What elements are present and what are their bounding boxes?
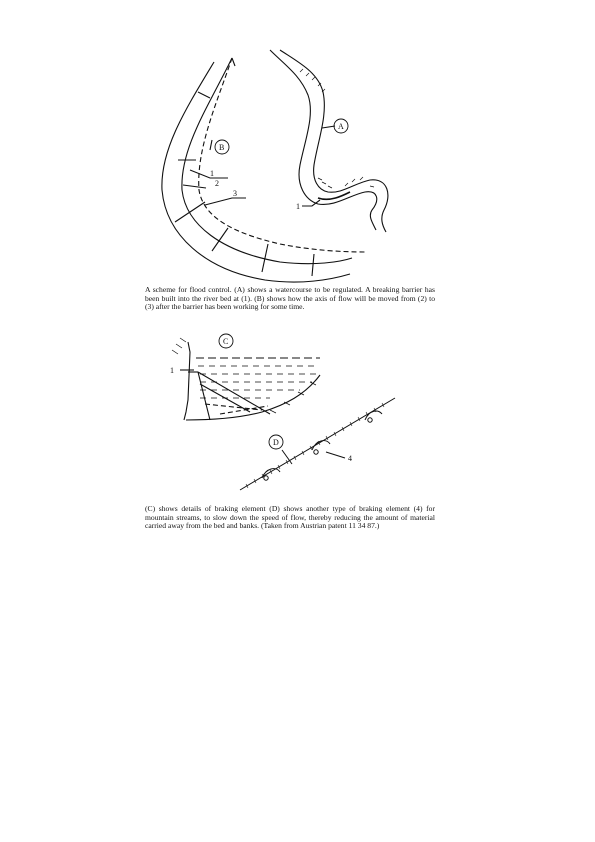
watercourse-diagram	[270, 50, 388, 232]
label-b: B	[219, 143, 225, 152]
caption-braking-element: (C) shows details of braking element (D) shows another type of braking element (4) for mountain streams, to slow down the speed of flow, thereby reducing the amount of material carried away from the bed and banks. (Taken from Austrian patent 11 34 87.)	[145, 504, 435, 531]
label-3: 3	[233, 189, 237, 198]
label-a: A	[338, 122, 344, 131]
label-1-right: 1	[296, 202, 300, 211]
label-c: C	[223, 337, 229, 346]
label-1: 1	[210, 169, 214, 178]
braking-element-diagram	[172, 338, 320, 420]
inner-bank	[182, 66, 352, 264]
label-1-fig2: 1	[170, 366, 174, 375]
flow-arrow	[228, 58, 235, 66]
label-d: D	[273, 438, 279, 447]
left-wall	[184, 342, 190, 420]
watercourse-left-bank	[270, 50, 377, 230]
label-2: 2	[215, 179, 219, 188]
flow-axis-dashed	[199, 58, 365, 252]
caption-flood-control: A scheme for flood control. (A) shows a watercourse to be regulated. A breaking barrier has been built into the river bed at (1). (B) shows how the axis of flow will be moved from (2) to (3) after the barrier has been working for some time.	[145, 285, 435, 312]
river-bend-diagram	[162, 58, 365, 282]
outer-bank	[162, 62, 350, 282]
label-4: 4	[348, 454, 352, 463]
